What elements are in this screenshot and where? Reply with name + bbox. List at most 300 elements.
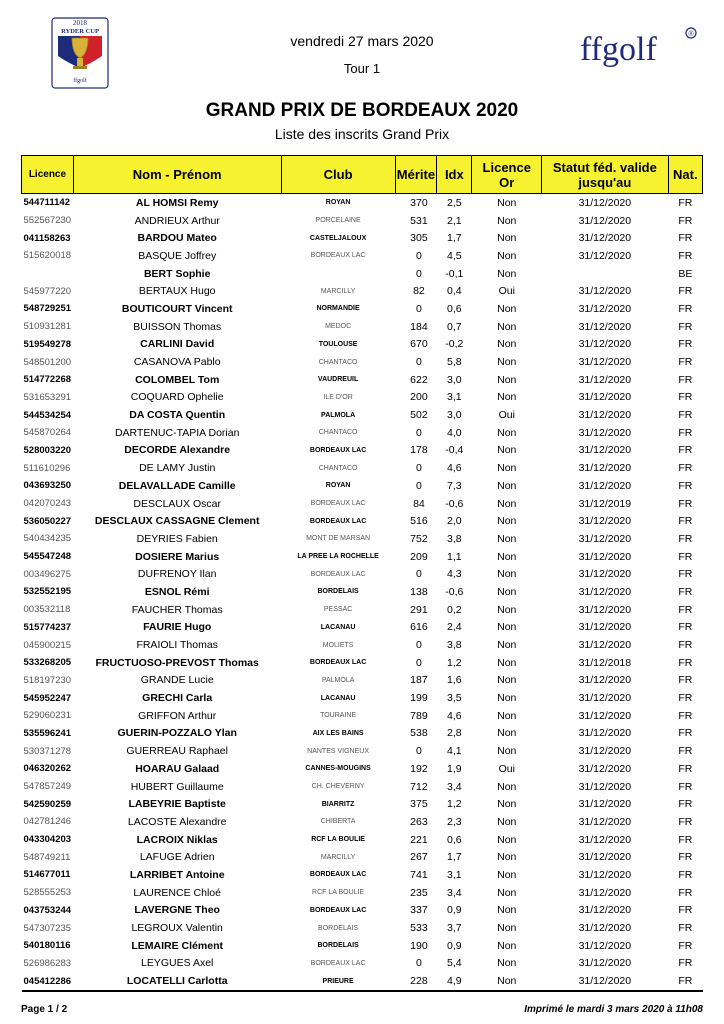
cell-licence: 536050227 [23, 515, 72, 527]
table-row [22, 265, 703, 283]
cell-nat: FR [678, 692, 693, 705]
cell-statut: 31/12/2020 [578, 515, 632, 528]
table-row [22, 477, 703, 495]
cell-statut: 31/12/2020 [578, 373, 632, 386]
cell-licence: 548749211 [23, 851, 71, 863]
cell-licence-or: Non [497, 815, 517, 828]
cell-idx: 2,8 [447, 727, 462, 740]
svg-text:®: ® [688, 31, 694, 38]
cell-idx: 3,5 [447, 692, 462, 705]
cell-club: CH. CHEVERNY [311, 783, 365, 791]
table-row [22, 247, 703, 265]
table-row [22, 760, 703, 778]
cell-licence-or: Non [472, 972, 542, 991]
cell-idx: 5,4 [447, 957, 462, 970]
cell-club: CHANTACO [318, 429, 358, 437]
cell-licence-or: Non [497, 497, 517, 510]
cell-idx: 0,9 [447, 904, 462, 917]
cell-merite: 178 [410, 444, 428, 457]
cell-statut: 31/12/2020 [578, 904, 632, 917]
table-row [22, 902, 703, 920]
cell-nat: FR [678, 639, 693, 652]
cell-club: PALMOLA [321, 676, 355, 684]
col-merite: Mérite [395, 156, 437, 194]
col-idx: Idx [437, 156, 472, 194]
cell-nom: AL HOMSI Remy [135, 196, 219, 209]
cell-licence-or: Non [497, 904, 517, 917]
cell-licence-or: Non [497, 833, 517, 846]
cell-statut: 31/12/2020 [578, 444, 632, 457]
cell-statut: 31/12/2020 [578, 285, 632, 298]
cell-statut: 31/12/2020 [578, 621, 632, 634]
cell-nom: ANDRIEUX Arthur [134, 214, 220, 227]
cell-club: PESSAC [323, 606, 353, 614]
cell-merite: 138 [410, 585, 428, 598]
cell-club: ROYAN [325, 199, 351, 207]
col-statut-line2: jusqu'au [578, 174, 632, 190]
cell-merite: 0 [416, 639, 422, 652]
cell-statut: 31/12/2020 [578, 249, 632, 262]
cell-idx: 1,2 [447, 656, 462, 669]
cell-merite: 0 [416, 745, 422, 758]
cell-merite: 375 [410, 798, 428, 811]
cell-nom: DEYRIES Fabien [136, 532, 218, 545]
cell-idx: 2,3 [447, 815, 462, 828]
cell-merite: 82 [413, 285, 425, 298]
cell-licence: 531653291 [23, 391, 72, 403]
cell-nom: GRANDE Lucie [140, 674, 214, 687]
cell-nat: FR [678, 302, 693, 315]
cell-licence-or: Non [497, 373, 517, 386]
cell-nat: FR [678, 479, 693, 492]
cell-idx: 1,7 [447, 232, 462, 245]
table-row [22, 972, 703, 991]
cell-idx: 0,7 [447, 320, 462, 333]
cell-nat: FR [678, 833, 693, 846]
cell-statut: 31/12/2020 [578, 639, 632, 652]
page-subtitle: Liste des inscrits Grand Prix [274, 126, 450, 142]
cell-nat: FR [678, 762, 693, 775]
cell-merite: 0 [416, 568, 422, 581]
registrants-table [21, 155, 703, 992]
cell-nat: FR [678, 214, 693, 227]
cell-licence: 042781246 [23, 816, 72, 828]
cell-merite: 291 [410, 603, 428, 616]
cell-merite: 200 [410, 391, 428, 404]
cell-licence: 548729251 [23, 303, 72, 315]
table-row [22, 795, 703, 813]
cell-merite: 370 [410, 196, 428, 209]
table-row [22, 212, 703, 230]
cell-club: BORDEAUX LAC [310, 500, 366, 508]
cell-nat: FR [678, 285, 693, 298]
cell-nat: FR [678, 462, 693, 475]
cell-nom: FRUCTUOSO-PREVOST Thomas [95, 656, 259, 669]
cell-licence-or: Non [497, 568, 517, 581]
cell-statut: 31/12/2020 [578, 568, 632, 581]
cell-nat: FR [678, 515, 693, 528]
cell-nom: BASQUE Joffrey [138, 249, 217, 262]
cell-idx: -0,6 [445, 497, 464, 510]
cell-idx: 4,0 [447, 426, 462, 439]
cell-licence-or: Non [497, 320, 517, 333]
cell-statut: 31/12/2020 [578, 780, 632, 793]
col-licence-or [472, 156, 542, 194]
cell-club: MONT DE MARSAN [306, 535, 371, 543]
cell-merite: 0 [416, 302, 422, 315]
logo-ryder-text: RYDER CUP [61, 28, 99, 35]
cell-club: NORMANDIE [316, 305, 360, 313]
cell-licence: 046320262 [23, 763, 72, 775]
cell-merite: 0 [416, 249, 422, 262]
cell-nom: HOARAU Galaad [135, 762, 220, 775]
ffgolf-logo-icon [578, 24, 703, 74]
cell-licence-or: Non [497, 585, 517, 598]
cell-licence-or: Non [497, 939, 517, 952]
cell-club: ILE D'OR [323, 393, 353, 401]
cell-nom: DELAVALLADE Camille [118, 479, 236, 492]
cell-licence: 548501200 [23, 356, 72, 368]
cell-licence-or: Non [497, 196, 517, 209]
cell-club: RCF LA BOULIE [312, 889, 365, 897]
cell-nom: LACOSTE Alexandre [127, 815, 227, 828]
cell-licence-or: Non [497, 232, 517, 245]
cell-club: CASTELJALOUX [309, 234, 367, 242]
col-licence: Licence [22, 156, 74, 194]
cell-licence: 515774237 [23, 621, 72, 633]
cell-merite: 221 [410, 833, 428, 846]
cell-licence: 545870264 [23, 427, 72, 439]
cell-licence: 545547248 [23, 551, 72, 563]
col-club: Club [281, 156, 395, 194]
col-statut-line1: Statut féd. valide [552, 159, 657, 175]
cell-statut: 31/12/2020 [578, 868, 632, 881]
cell-licence: 043753244 [23, 904, 72, 916]
footer-printed: Imprimé le mardi 3 mars 2020 à 11h08 [524, 1004, 703, 1015]
cell-nat: FR [678, 338, 693, 351]
cell-licence-or: Non [497, 709, 517, 722]
cell-nat: FR [678, 851, 693, 864]
cell-nom: FAUCHER Thomas [131, 603, 223, 616]
cell-merite: 741 [410, 868, 428, 881]
cell-club: LACANAU [320, 694, 356, 702]
cell-merite: 228 [395, 972, 437, 991]
cell-nom: GRIFFON Arthur [138, 709, 217, 722]
cell-licence-or: Non [497, 727, 517, 740]
cell-club: RCF LA BOULIE [311, 836, 365, 844]
cell-nat: FR [678, 356, 693, 369]
cell-club: LA PREE LA ROCHELLE [297, 553, 379, 561]
table-row [22, 937, 703, 955]
cell-club: NANTES VIGNEUX [307, 747, 370, 755]
table-row [22, 866, 703, 884]
cell-licence: 533268205 [23, 657, 72, 669]
cell-licence [22, 265, 74, 283]
cell-club: BORDELAIS [317, 588, 359, 596]
cell-merite: 533 [410, 922, 428, 935]
cell-merite: 502 [410, 409, 428, 422]
cell-licence-or: Non [497, 780, 517, 793]
footer-page: Page 1 / 2 [21, 1004, 68, 1015]
cell-licence: 003496275 [23, 568, 72, 580]
cell-club: PRIEURE [281, 972, 395, 991]
table-row [22, 229, 703, 247]
cell-nom: LEMAIRE Clément [131, 939, 223, 952]
cell-licence-or: Non [497, 391, 517, 404]
cell-merite: 516 [410, 515, 428, 528]
cell-merite: 235 [410, 886, 428, 899]
cell-nat: FR [678, 603, 693, 616]
cell-nat: FR [678, 939, 693, 952]
cell-club: CHANTACO [318, 358, 358, 366]
cell-licence: 540434235 [23, 533, 72, 545]
cell-idx: 2,4 [447, 621, 462, 634]
col-licence-or-line2: Or [499, 174, 515, 190]
cell-nom: DUFRENOY Ilan [137, 568, 217, 581]
cell-merite: 209 [410, 550, 428, 563]
cell-nom: FAURIE Hugo [143, 621, 212, 634]
header-tour: Tour 1 [343, 61, 381, 76]
cell-nom: LOCATELLI Carlotta [73, 972, 281, 991]
cell-idx: 2,1 [447, 214, 462, 227]
cell-idx: 3,0 [447, 409, 462, 422]
cell-merite: 267 [410, 851, 428, 864]
table-row [22, 194, 703, 212]
cell-merite: 263 [410, 815, 428, 828]
cell-statut: 31/12/2020 [578, 532, 632, 545]
cell-idx: 0,2 [447, 603, 462, 616]
cell-statut: 31/12/2020 [578, 462, 632, 475]
cell-licence: 514677011 [23, 869, 71, 881]
table-row [22, 654, 703, 672]
cell-merite: 0 [416, 479, 422, 492]
cell-statut: 31/12/2020 [578, 957, 632, 970]
cell-nom: GUERREAU Raphael [126, 745, 228, 758]
cell-statut: 31/12/2020 [578, 320, 632, 333]
table-row [22, 601, 703, 619]
cell-nom: GRECHI Carla [142, 692, 213, 705]
cell-merite: 0 [416, 656, 422, 669]
table-body [22, 194, 703, 991]
cell-statut: 31/12/2020 [578, 922, 632, 935]
cell-licence: 515620018 [23, 250, 72, 262]
cell-statut: 31/12/2020 [578, 833, 632, 846]
cell-licence: 043693250 [23, 480, 72, 492]
cell-nat: FR [678, 532, 693, 545]
header-date: vendredi 27 mars 2020 [290, 33, 434, 49]
table-row [22, 530, 703, 548]
ffgolf-logo-text: ffgolf [580, 31, 657, 68]
cell-licence: 526986283 [23, 957, 72, 969]
cell-licence-or: Non [497, 621, 517, 634]
cell-licence-or: Non [497, 639, 517, 652]
cell-nat: FR [678, 798, 693, 811]
cell-nat: FR [678, 709, 693, 722]
cell-club: ROYAN [325, 482, 351, 490]
cell-licence: 547307235 [23, 922, 72, 934]
cell-nat: FR [678, 391, 693, 404]
cell-licence-or: Non [497, 851, 517, 864]
cell-nat: FR [678, 868, 693, 881]
cell-licence: 043304203 [23, 834, 72, 846]
cell-nom: LEGROUX Valentin [131, 922, 223, 935]
table-row [22, 336, 703, 354]
table-row [22, 813, 703, 831]
cell-idx: 7,3 [447, 479, 462, 492]
cell-merite: 616 [410, 621, 428, 634]
cell-idx: 3,8 [447, 532, 462, 545]
cell-idx: 3,1 [447, 391, 462, 404]
cell-statut: 31/12/2020 [578, 585, 632, 598]
cell-nat: FR [678, 815, 693, 828]
cell-merite: 670 [410, 338, 428, 351]
cell-nat: FR [678, 249, 693, 262]
cell-statut: 31/12/2020 [578, 603, 632, 616]
cell-nat: FR [678, 550, 693, 563]
cell-nat: FR [678, 904, 693, 917]
cell-licence-or: Non [497, 532, 517, 545]
cell-nat: FR [678, 727, 693, 740]
col-nom: Nom - Prénom [73, 156, 281, 194]
table-row [22, 919, 703, 937]
cell-statut: 31/12/2020 [578, 214, 632, 227]
cell-club [281, 265, 395, 283]
cell-idx: 4,1 [447, 745, 462, 758]
cell-club: BORDEAUX LAC [310, 959, 366, 967]
cell-licence-or: Non [497, 798, 517, 811]
cell-statut: 31/12/2020 [578, 727, 632, 740]
cell-idx: -0,2 [445, 338, 464, 351]
table-row [22, 619, 703, 637]
cell-licence: 041158263 [23, 232, 71, 244]
cell-club: CHIBERTA [320, 818, 356, 826]
cell-statut: 31/12/2020 [578, 302, 632, 315]
cell-statut: 31/12/2020 [578, 232, 632, 245]
table-row [22, 707, 703, 725]
cell-nom: CASANOVA Pablo [133, 356, 221, 369]
cell-licence: 003532118 [23, 604, 71, 616]
cell-nat: FR [678, 426, 693, 439]
cell-licence: 547857249 [23, 781, 72, 793]
table-header-row [22, 156, 703, 194]
cell-club: PALMOLA [321, 411, 356, 419]
ffgolf-logo [578, 24, 703, 74]
col-nat: Nat. [668, 156, 702, 194]
table-row [22, 442, 703, 460]
cell-club: BORDELAIS [317, 942, 359, 950]
cell-merite: 789 [410, 709, 428, 722]
cell-statut: 31/12/2020 [578, 798, 632, 811]
cell-statut: 31/12/2020 [578, 196, 632, 209]
cell-merite: 190 [410, 939, 428, 952]
cell-merite: 622 [410, 373, 428, 386]
cell-licence-or: Oui [498, 285, 515, 298]
cell-club: BORDEAUX LAC [310, 570, 366, 578]
cell-licence-or: Non [497, 674, 517, 687]
table-row [22, 689, 703, 707]
table-row [22, 848, 703, 866]
cell-nat: FR [668, 972, 702, 991]
cell-nom: COQUARD Ophelie [130, 391, 224, 404]
cell-idx: 3,0 [447, 373, 462, 386]
cell-licence-or: Non [497, 692, 517, 705]
ryder-cup-trophy-icon [46, 16, 114, 92]
cell-licence: 540180116 [23, 940, 71, 952]
cell-nom: ESNOL Rémi [144, 585, 210, 598]
cell-club: MARCILLY [320, 853, 356, 861]
cell-idx: 4,6 [447, 462, 462, 475]
cell-licence: 530371278 [23, 745, 72, 757]
table-row [22, 389, 703, 407]
cell-statut: 31/12/2020 [578, 745, 632, 758]
cell-licence-or: Non [497, 745, 517, 758]
cell-nom: COLOMBEL Tom [135, 373, 220, 386]
cell-nom: DOSIERE Marius [135, 550, 220, 563]
cell-nat: FR [678, 320, 693, 333]
cell-statut: 31/12/2019 [578, 497, 632, 510]
cell-statut: 31/12/2020 [578, 391, 632, 404]
cell-idx: 1,1 [447, 550, 462, 563]
cell-merite: 0 [416, 462, 422, 475]
cell-nat: FR [678, 957, 693, 970]
cell-nom: DESCLAUX Oscar [133, 497, 221, 510]
cell-licence-or: Oui [498, 409, 515, 422]
cell-club: BORDEAUX LAC [309, 906, 367, 914]
cell-nat: FR [678, 674, 693, 687]
cell-merite: 0 [416, 426, 422, 439]
cell-idx: 1,7 [447, 851, 462, 864]
cell-nom: CARLINI David [140, 338, 215, 351]
cell-licence-or: Non [497, 868, 517, 881]
cell-licence: 528555253 [23, 887, 72, 899]
cell-licence: 545952247 [23, 692, 72, 704]
cell-nom: LAURENCE Chloé [133, 886, 221, 899]
cell-nat: FR [678, 373, 693, 386]
table-row [22, 371, 703, 389]
cell-licence-or: Non [497, 426, 517, 439]
cell-club: BIARRITZ [321, 800, 355, 808]
cell-licence-or: Non [497, 249, 517, 262]
cell-licence-or: Non [497, 479, 517, 492]
cell-statut [542, 265, 669, 283]
cell-idx: 0,6 [447, 302, 462, 315]
cell-licence-or: Non [497, 302, 517, 315]
cell-licence: 042070243 [23, 498, 72, 510]
cell-statut: 31/12/2020 [578, 356, 632, 369]
cell-club: BORDEAUX LAC [310, 252, 366, 260]
cell-statut: 31/12/2020 [578, 886, 632, 899]
cell-nat: FR [678, 568, 693, 581]
cell-licence: 545977220 [23, 285, 72, 297]
cell-idx: 4,5 [447, 249, 462, 262]
cell-nom: LEYGUES Axel [141, 957, 214, 970]
cell-merite: 752 [410, 532, 428, 545]
table-row [22, 672, 703, 690]
cell-licence-or: Non [497, 603, 517, 616]
cell-nom: DESCLAUX CASSAGNE Clement [94, 515, 260, 528]
cell-club: LACANAU [320, 623, 356, 631]
cell-idx: -0,1 [445, 267, 464, 280]
cell-licence-or: Non [497, 338, 517, 351]
cell-licence-or: Non [497, 550, 517, 563]
cell-idx: -0,4 [445, 444, 464, 457]
cell-merite: 337 [410, 904, 428, 917]
cell-nat: FR [678, 886, 693, 899]
table-row [22, 353, 703, 371]
cell-club: MARCILLY [320, 287, 356, 295]
cell-licence: 519549278 [23, 338, 72, 350]
cell-nom: GUERIN-POZZALO Ylan [117, 727, 237, 740]
